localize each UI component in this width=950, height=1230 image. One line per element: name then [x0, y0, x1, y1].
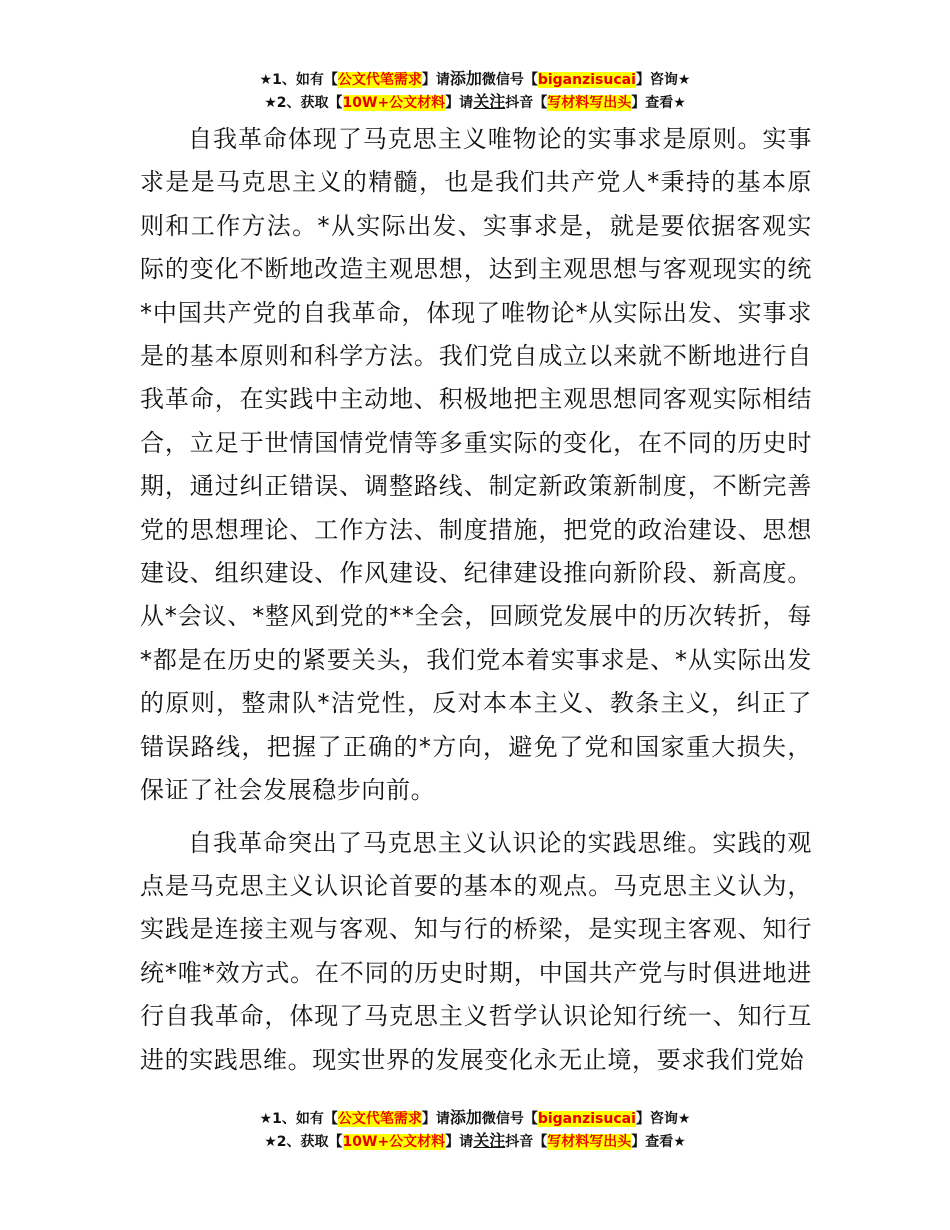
ad-text: 】查看★: [631, 95, 686, 111]
ad-text: ★2、获取【: [264, 1134, 343, 1150]
ad-highlight: biganzisucai: [537, 1111, 636, 1127]
ad-text: 抖音【: [505, 1134, 548, 1150]
ad-text: ★1、如有【: [259, 72, 338, 88]
footer-ad-line-2: [0, 1130, 950, 1153]
footer-ad: [0, 1107, 950, 1153]
ad-highlight: 10W+公文材料: [342, 95, 446, 111]
header-ad: [0, 68, 950, 114]
document-body: [140, 118, 812, 1082]
ad-emphasis: 添加: [449, 1108, 482, 1127]
ad-emphasis: 关注: [473, 1131, 506, 1150]
ad-text: ★2、获取【: [264, 95, 343, 111]
header-ad-line-1: [0, 68, 950, 91]
ad-emphasis: 添加: [449, 69, 482, 88]
ad-highlight: 10W+公文材料: [342, 1134, 446, 1150]
ad-highlight: biganzisucai: [537, 72, 636, 88]
ad-text: 】咨询★: [635, 72, 691, 88]
paragraph-2: 自我革命突出了马克思主义认识论的实践思维。实践的观点是马克思主义认识论首要的基本的观点。马克思主义认为，实践是连接主观与客观、知与行的桥梁，是实现主客观、知行统*唯*效方式。在不同的历史时期，中国共产党与时俱进地进行自我革命，体现了马克思主义哲学认识论知行统一、知行互进的实践思维。现实世界的发展变化永无止境，要求我们党始: [140, 828, 812, 1074]
header-ad-line-2: [0, 91, 950, 114]
ad-highlight: 写材料写出头: [547, 95, 632, 111]
ad-text: ★1、如有【: [259, 1111, 338, 1127]
ad-highlight: 写材料写出头: [547, 1134, 632, 1150]
footer-ad-line-1: [0, 1107, 950, 1130]
ad-text: 】请: [421, 72, 450, 88]
ad-text: 】请: [421, 1111, 450, 1127]
ad-text: 】查看★: [631, 1134, 686, 1150]
ad-text: 】咨询★: [635, 1111, 691, 1127]
ad-text: 】请: [445, 1134, 474, 1150]
ad-text: 】请: [445, 95, 474, 111]
ad-text: 微信号【: [481, 72, 538, 88]
ad-highlight: 公文代笔需求: [337, 1111, 422, 1127]
ad-emphasis: 关注: [473, 92, 506, 111]
ad-text: 微信号【: [481, 1111, 538, 1127]
ad-highlight: 公文代笔需求: [337, 72, 422, 88]
paragraph-1: 自我革命体现了马克思主义唯物论的实事求是原则。实事求是是马克思主义的精髓，也是我们共产党人*秉持的基本原则和工作方法。*从实际出发、实事求是，就是要依据客观实际的变化不断地改造主观思想，达到主观思想与客观现实的统*中国共产党的自我革命，体现了唯物论*从实际出发、实事求是的基本原则和科学方法。我们党自成立以来就不断地进行自我革命，在实践中主动地、积极地把主观思想同客观实际相结合，立足于世情国情党情等多重实际的变化，在不同的历史时期，通过纠正错误、调整路线、制定新政策新制度，不断完善党的思想理论、工作方法、制度措施，把党的政治建设、思想建设、组织建设、作风建设、纪律建设推向新阶段、新高度。从*会议、*整风到党的**全会，回顾党发展中的历次转折，每*都是在历史的紧要关头，我们党本着实事求是、*从实际出发的原则，整肃队*洁党性，反对本本主义、教条主义，纠正了错误路线，把握了正确的*方向，避免了党和国家重大损失，保证了社会发展稳步向前。: [140, 125, 812, 805]
ad-text: 抖音【: [505, 95, 548, 111]
